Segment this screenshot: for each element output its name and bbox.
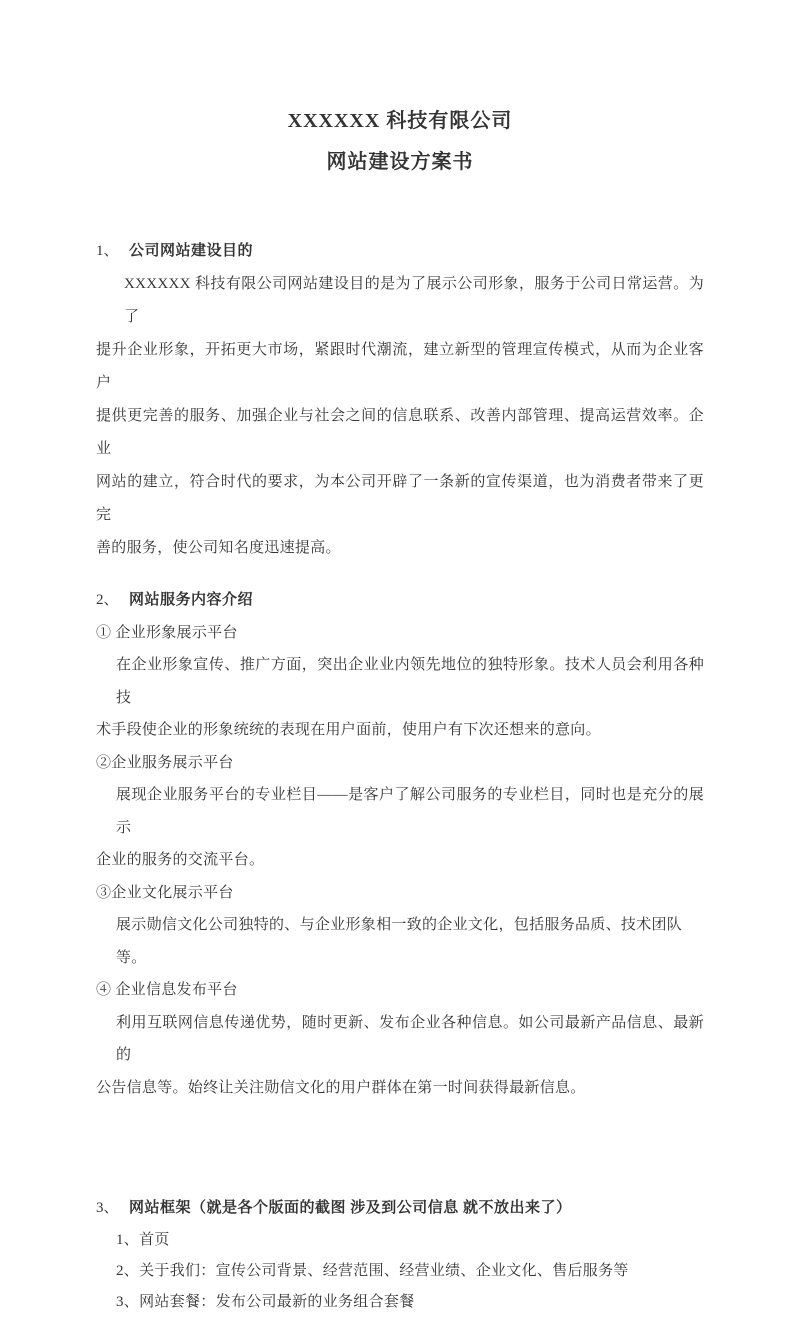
section-3: [96, 1192, 704, 1318]
spacer: [96, 176, 704, 235]
section-3-heading: [96, 1192, 704, 1225]
paragraph-line: 公告信息等。始终让关注勋信文化的用户群体在第一时间获得最新信息。: [96, 1079, 586, 1096]
section-2: [96, 584, 704, 1104]
section-2-number: 2、: [96, 592, 119, 608]
section-1-heading-text: 公司网站建设目的: [129, 243, 254, 259]
section-1: [96, 235, 704, 565]
paragraph-line: 在企业形象宣传、推广方面，突出企业业内领先地位的独特形象。技术人员会利用各种技: [116, 657, 704, 706]
paragraph-line: XXXXXX 科技有限公司网站建设目的是为了展示公司形象，服务于公司日常运营。为了: [124, 276, 704, 325]
section-1-heading: [96, 235, 704, 268]
list-item: 1、首页: [116, 1232, 170, 1248]
paragraph-line: 展示勋信文化公司独特的、与企业形象相一致的企业文化，包括服务品质、技术团队等。: [116, 917, 683, 966]
document-title: XXXXXX 科技有限公司: [287, 110, 513, 132]
section-3-heading-text: 网站框架（就是各个版面的截图 涉及到公司信息 就不放出来了）: [129, 1200, 572, 1216]
paragraph-line: 提供更完善的服务、加强企业与社会之间的信息联系、改善内部管理、提高运营效率。企业: [96, 408, 704, 457]
spacer: [96, 1104, 704, 1192]
item-4-title: ④ 企业信息发布平台: [96, 982, 238, 998]
section-1-number: 1、: [96, 243, 119, 259]
item-1-title: ① 企业形象展示平台: [96, 624, 238, 641]
paragraph-line: 展现企业服务平台的专业栏目——是客户了解公司服务的专业栏目，同时也是充分的展示: [116, 787, 704, 836]
section-2-heading-text: 网站服务内容介绍: [129, 592, 254, 608]
item-2-title: ②企业服务展示平台: [96, 754, 234, 771]
document-subtitle: 网站建设方案书: [326, 151, 474, 173]
list-item: 2、关于我们：宣传公司背景、经营范围、经营业绩、企业文化、售后服务等: [116, 1263, 629, 1279]
list-item: 3、网站套餐：发布公司最新的业务组合套餐: [116, 1294, 415, 1310]
paragraph-line: 企业的服务的交流平台。: [96, 852, 265, 868]
paragraph-line: 提升企业形象，开拓更大市场，紧跟时代潮流，建立新型的管理宣传模式，从而为企业客户: [96, 342, 704, 391]
paragraph-line: 网站的建立，符合时代的要求，为本公司开辟了一条新的宣传渠道，也为消费者带来了更完: [96, 474, 704, 523]
paragraph-line: 利用互联网信息传递优势，随时更新、发布企业各种信息。如公司最新产品信息、最新的: [116, 1014, 704, 1063]
spacer: [96, 565, 704, 584]
paragraph-line: 术手段使企业的形象统统的表现在用户面前，使用户有下次还想来的意向。: [96, 722, 601, 738]
section-3-number: 3、: [96, 1200, 119, 1216]
section-2-heading: [96, 584, 704, 617]
paragraph-line: 善的服务，使公司知名度迅速提高。: [96, 540, 341, 556]
item-3-title: ③企业文化展示平台: [96, 884, 234, 901]
